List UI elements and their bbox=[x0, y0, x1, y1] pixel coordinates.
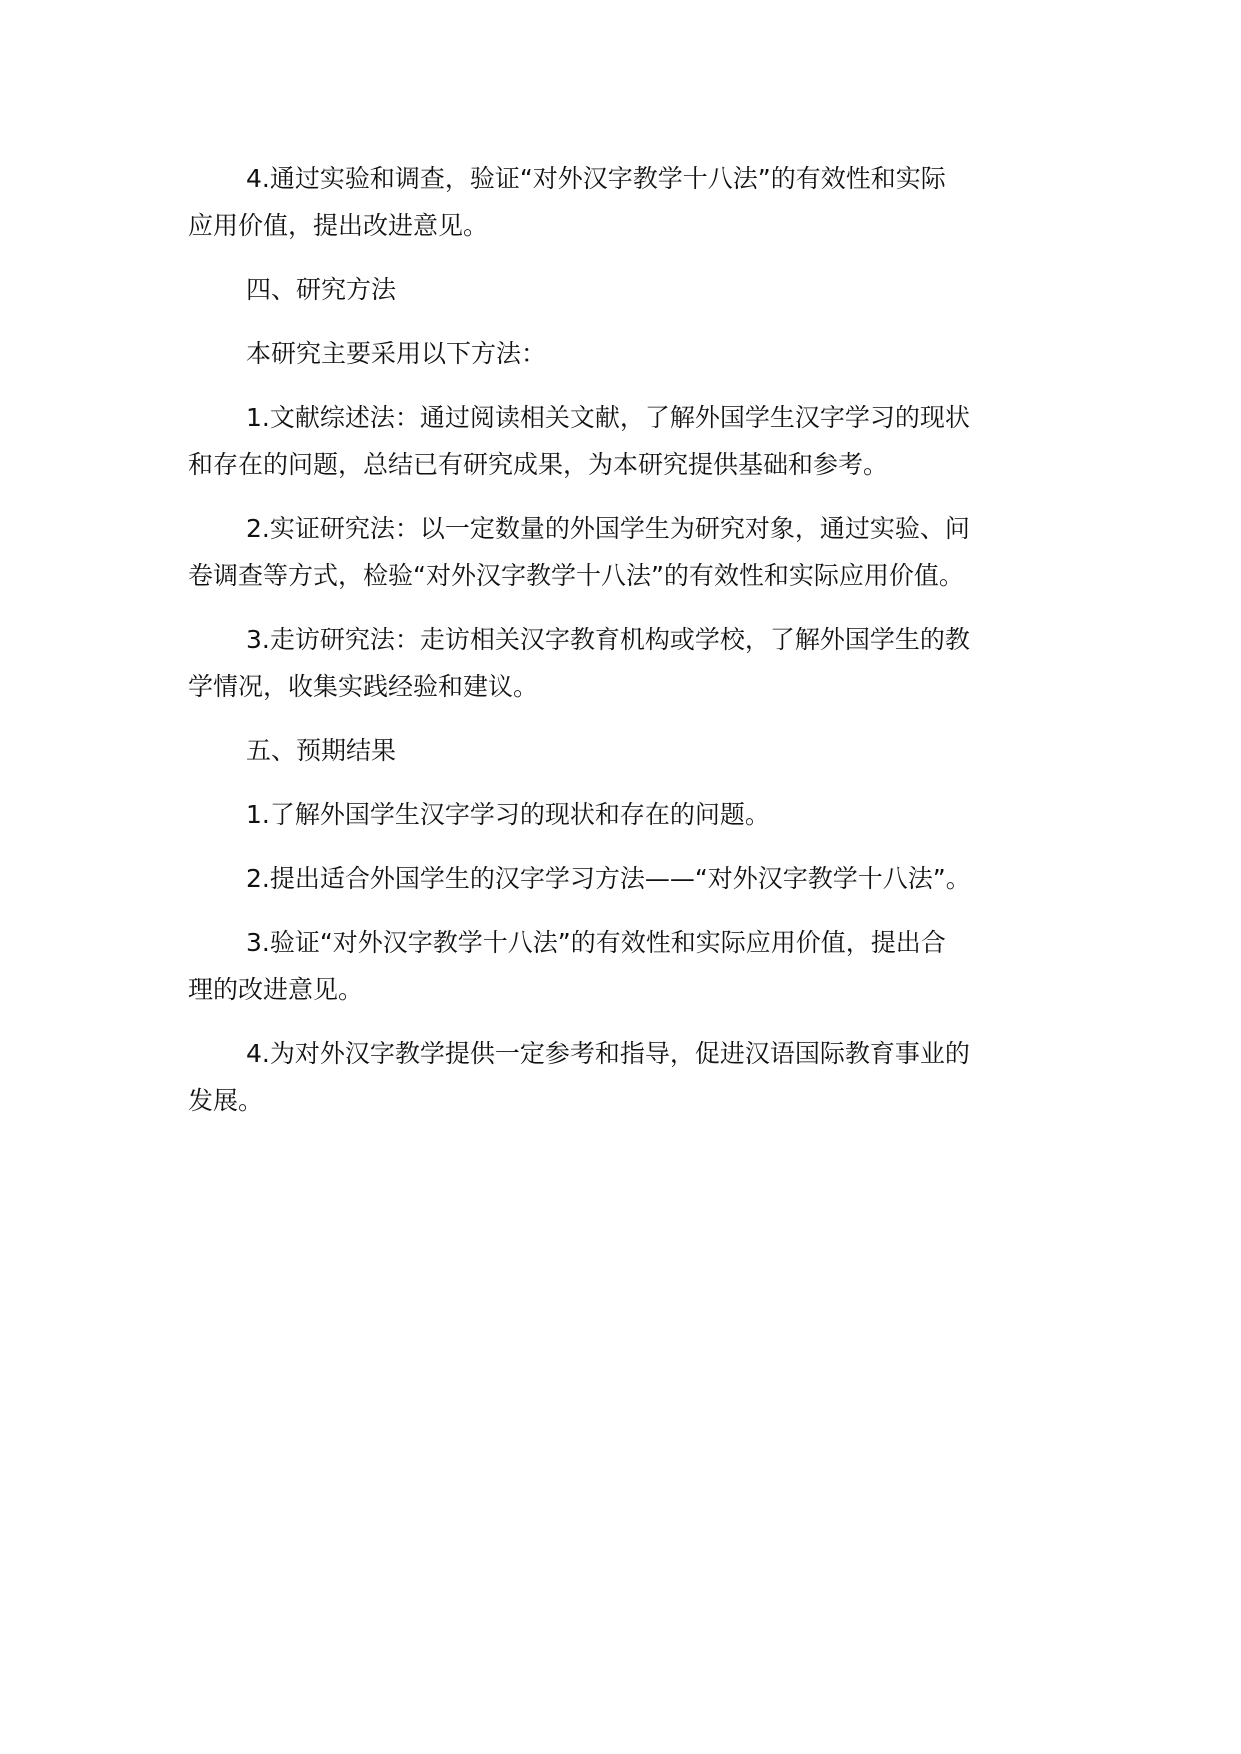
heading-text: 五、预期结果 bbox=[246, 736, 397, 765]
paragraph-method-1 bbox=[188, 394, 1068, 488]
paragraph-line: 3.验证“对外汉字教学十八法”的有效性和实际应用价值，提出合 bbox=[246, 928, 946, 957]
paragraph-line: 1.了解外国学生汉字学习的现状和存在的问题。 bbox=[246, 800, 770, 829]
paragraph-line: 和存在的问题，总结已有研究成果，为本研究提供基础和参考。 bbox=[188, 450, 889, 479]
paragraph-result-3 bbox=[188, 919, 1068, 1013]
paragraph-result-1 bbox=[188, 791, 1068, 838]
paragraph-result-4 bbox=[188, 1030, 1068, 1124]
paragraph-line: 4.为对外汉字教学提供一定参考和指导，促进汉语国际教育事业的 bbox=[246, 1039, 970, 1068]
section-heading-expected-results bbox=[188, 727, 1068, 774]
heading-text: 四、研究方法 bbox=[246, 275, 397, 304]
paragraph-line: 4.通过实验和调查，验证“对外汉字教学十八法”的有效性和实际 bbox=[246, 164, 946, 193]
paragraph-objective-4 bbox=[188, 155, 1068, 249]
paragraph-line: 理的改进意见。 bbox=[188, 975, 364, 1004]
paragraph-line: 1.文献综述法：通过阅读相关文献，了解外国学生汉字学习的现状 bbox=[246, 403, 970, 432]
section-heading-research-methods bbox=[188, 266, 1068, 313]
paragraph-line: 发展。 bbox=[188, 1086, 264, 1115]
paragraph-line: 2.提出适合外国学生的汉字学习方法——“对外汉字教学十八法”。 bbox=[246, 864, 971, 893]
document-body bbox=[188, 155, 1068, 1141]
paragraph-method-2 bbox=[188, 505, 1068, 599]
paragraph-method-3 bbox=[188, 616, 1068, 710]
paragraph-line: 3.走访研究法：走访相关汉字教育机构或学校，了解外国学生的教 bbox=[246, 625, 970, 654]
paragraph-result-2 bbox=[188, 855, 1068, 902]
paragraph-line: 卷调查等方式，检验“对外汉字教学十八法”的有效性和实际应用价值。 bbox=[188, 561, 964, 590]
paragraph-line: 本研究主要采用以下方法： bbox=[246, 339, 547, 368]
paragraph-methods-intro bbox=[188, 330, 1068, 377]
paragraph-line: 学情况，收集实践经验和建议。 bbox=[188, 672, 539, 701]
paragraph-line: 应用价值，提出改进意见。 bbox=[188, 211, 489, 240]
paragraph-line: 2.实证研究法：以一定数量的外国学生为研究对象，通过实验、问 bbox=[246, 514, 970, 543]
